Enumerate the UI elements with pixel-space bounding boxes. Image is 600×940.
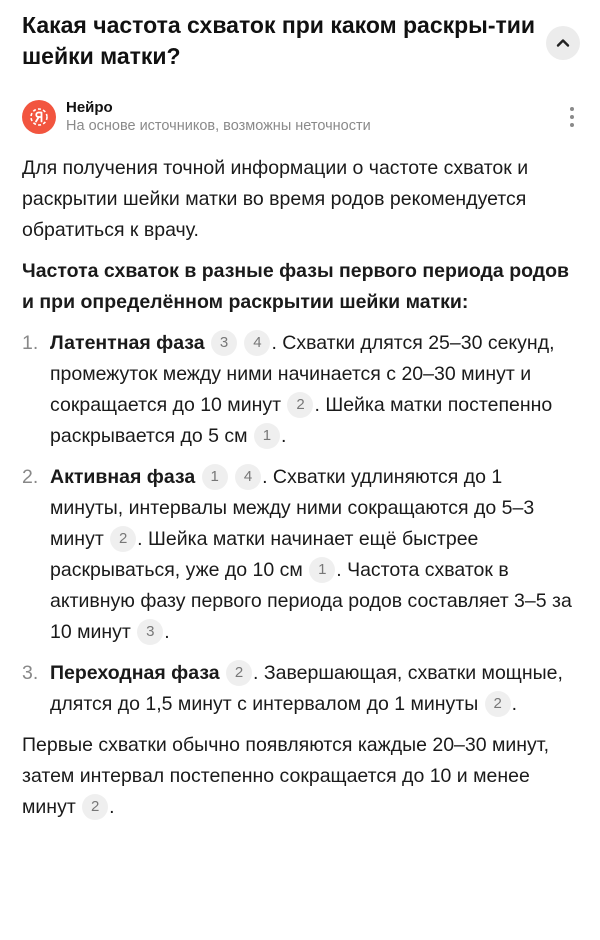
section-title: Частота схваток в разные фазы первого периода родов и при определённом раскрытии шейки матки: bbox=[22, 260, 570, 313]
source-ref-button[interactable]: 2 bbox=[287, 392, 313, 418]
phase-text: . Схватки длятся 25–30 секунд, промежуток между ними начинается с 20–30 минут и сокращается до 10 минут bbox=[50, 332, 555, 416]
outro-paragraph bbox=[22, 730, 578, 823]
phase-text: . Завершающая, схватки мощные, длятся до 1,5 минут с интервалом до 1 минуты bbox=[50, 662, 563, 715]
source-ref-button[interactable]: 1 bbox=[202, 464, 228, 490]
more-vertical-icon bbox=[570, 107, 574, 111]
source-ref-button[interactable]: 4 bbox=[235, 464, 261, 490]
source-ref-button[interactable]: 2 bbox=[485, 691, 511, 717]
collapse-button[interactable] bbox=[546, 26, 580, 60]
list-number: 1. bbox=[22, 332, 39, 354]
list-number: 3. bbox=[22, 662, 39, 684]
list-number: 2. bbox=[22, 466, 39, 488]
list-item bbox=[22, 462, 578, 648]
question-title: Какая частота схваток при каком раскры-тии шейки матки? bbox=[22, 12, 536, 69]
intro-paragraph: Для получения точной информации о частоте схваток и раскрытии шейки матки во время родов рекомендуется обратиться к врачу. bbox=[22, 157, 529, 241]
outro-text: Первые схватки обычно появляются каждые 20–30 минут, затем интервал постепенно сокращается до 10 и менее минут bbox=[22, 734, 549, 818]
source-ref-button[interactable]: 1 bbox=[309, 557, 335, 583]
phase-name: Активная фаза bbox=[50, 466, 196, 488]
phase-text: . Шейка матки начинает ещё быстрее раскрываться, уже до 10 см bbox=[50, 528, 479, 581]
phase-text: . Частота схваток в активную фазу первого периода родов составляет 3–5 за 10 минут bbox=[50, 559, 572, 643]
source-row bbox=[22, 97, 578, 137]
phase-text: . bbox=[511, 693, 518, 715]
phases-list bbox=[22, 328, 578, 720]
list-item bbox=[22, 328, 578, 452]
phase-text: . bbox=[280, 425, 287, 447]
list-item bbox=[22, 658, 578, 720]
source-ref-button[interactable]: 1 bbox=[254, 423, 280, 449]
outro-end: . bbox=[109, 796, 115, 818]
more-options-button[interactable] bbox=[560, 97, 584, 137]
source-ref-button[interactable]: 3 bbox=[137, 619, 163, 645]
answer-body bbox=[22, 153, 578, 823]
source-disclaimer: На основе источников, возможны неточности bbox=[66, 117, 371, 134]
phase-name: Переходная фаза bbox=[50, 662, 220, 684]
source-ref-button[interactable]: 2 bbox=[110, 526, 136, 552]
phase-name: Латентная фаза bbox=[50, 332, 205, 354]
source-name: Нейро bbox=[66, 98, 113, 116]
phase-text: . Схватки удлиняются до 1 минуты, интервалы между ними сокращаются до 5–3 минут bbox=[50, 466, 535, 550]
source-info bbox=[66, 99, 371, 136]
source-ref-button[interactable]: 4 bbox=[244, 330, 270, 356]
source-ref-button[interactable]: 3 bbox=[211, 330, 237, 356]
answer-header bbox=[22, 0, 578, 72]
phase-text: . bbox=[164, 621, 170, 643]
phase-text: . Шейка матки постепенно раскрывается до 5 см bbox=[50, 394, 553, 447]
chevron-up-icon bbox=[555, 35, 571, 51]
source-ref-button[interactable]: 2 bbox=[82, 794, 108, 820]
neuro-logo-icon bbox=[22, 100, 56, 134]
source-ref-button[interactable]: 2 bbox=[226, 660, 252, 686]
